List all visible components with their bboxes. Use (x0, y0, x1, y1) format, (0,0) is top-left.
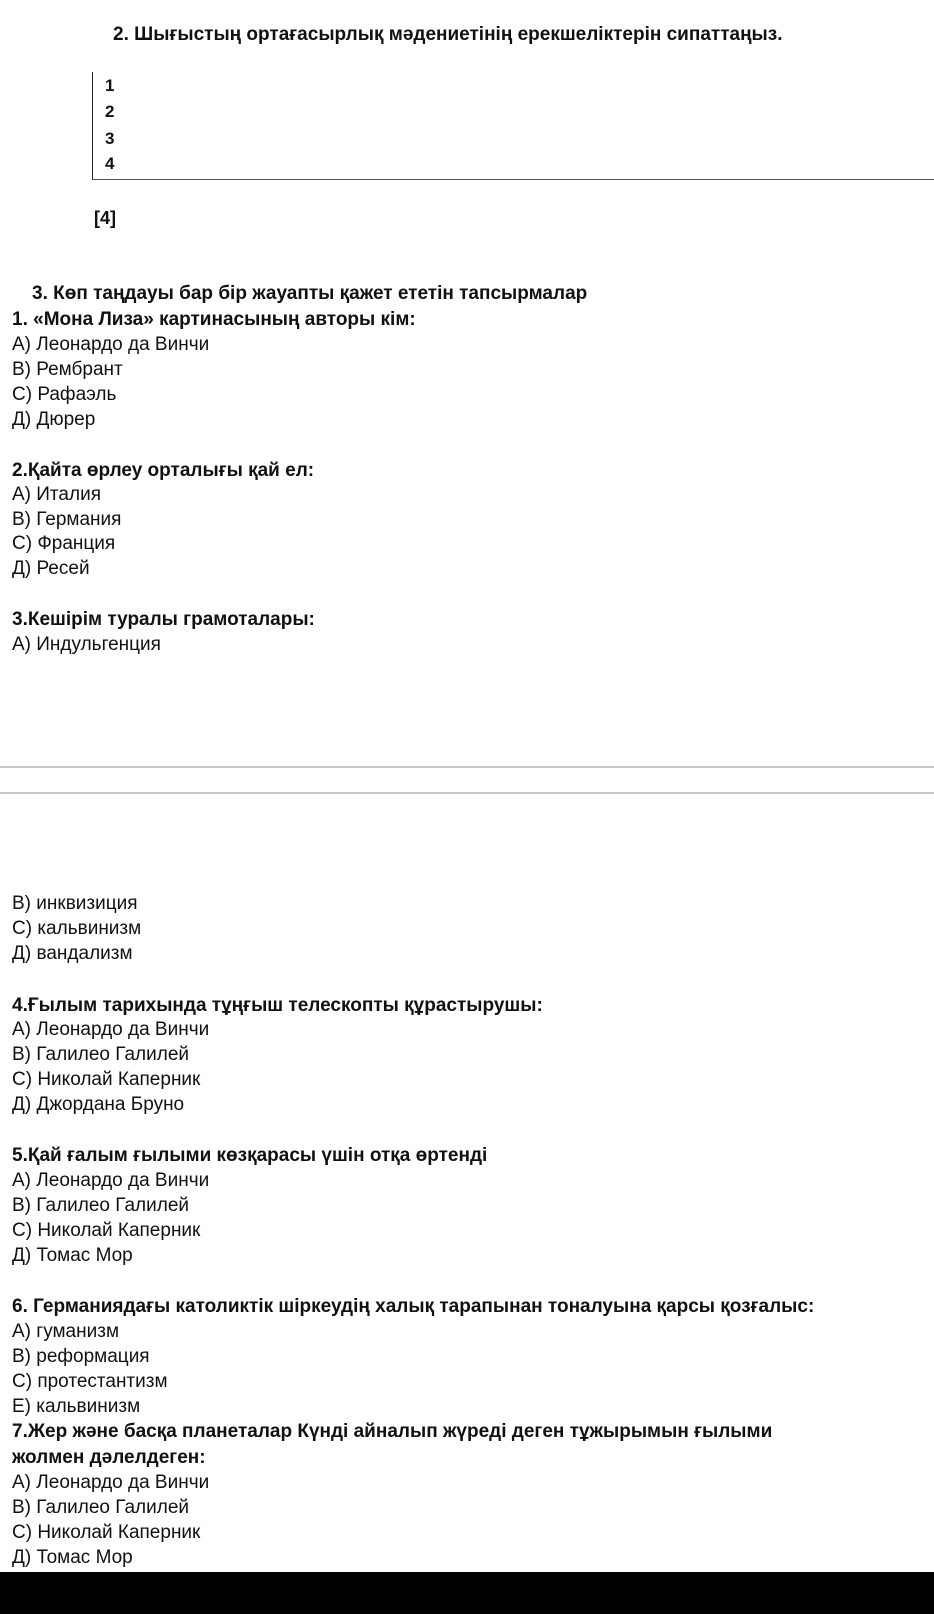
section-3-heading: 3. Көп таңдауы бар бір жауапты қажет ететін тапсырмалар (32, 283, 588, 304)
answer-table (92, 72, 934, 180)
page-break-gap (0, 766, 934, 794)
mc-question-2: 2.Қайта өрлеу орталығы қай ел: (12, 460, 315, 481)
mc-question-7-line-1: 7.Жер және басқа планеталар Күнді айналып жүреді деген тұжырымын ғылыми (12, 1421, 773, 1442)
mc-question-1-option-a: А) Леонардо да Винчи (12, 334, 210, 355)
answer-row-3: 3 (105, 129, 115, 148)
mc-question-7-option-b: В) Галилео Галилей (12, 1497, 190, 1518)
mc-question-6-option-e: Е) кальвинизм (12, 1396, 141, 1417)
mc-question-2-option-c: С) Франция (12, 533, 116, 554)
mc-question-5: 5.Қай ғалым ғылыми көзқарасы үшін отқа өртенді (12, 1145, 488, 1166)
mc-question-6-option-c: С) протестантизм (12, 1371, 168, 1392)
mc-question-1-option-c: С) Рафаэль (12, 384, 117, 405)
mc-question-4-option-d: Д) Джордана Бруно (12, 1094, 185, 1115)
mc-question-3: 3.Кешірім туралы грамоталары: (12, 609, 315, 630)
mc-question-3-option-b: В) инквизиция (12, 893, 138, 914)
answer-row-2: 2 (105, 102, 115, 121)
mc-question-6-option-b: В) реформация (12, 1346, 150, 1367)
mc-question-7-option-d: Д) Томас Мор (12, 1547, 133, 1568)
mc-question-1-option-d: Д) Дюрер (12, 409, 96, 430)
marks-label: [4] (94, 208, 116, 228)
mc-question-5-option-b: В) Галилео Галилей (12, 1195, 190, 1216)
answer-row-1: 1 (105, 76, 115, 95)
mc-question-2-option-a: А) Италия (12, 484, 101, 505)
mc-question-7-line-2: жолмен дәлелдеген: (12, 1447, 206, 1468)
bottom-black-bar (0, 1572, 934, 1614)
mc-question-4: 4.Ғылым тарихында тұңғыш телескопты құрастырушы: (12, 995, 543, 1016)
answer-row-4: 4 (105, 154, 115, 173)
mc-question-6-option-a: А) гуманизм (12, 1321, 120, 1342)
mc-question-7-option-a: А) Леонардо да Винчи (12, 1472, 210, 1493)
mc-question-3-option-d: Д) вандализм (12, 943, 133, 964)
mc-question-4-option-c: С) Николай Каперник (12, 1069, 201, 1090)
mc-question-3-option-c: С) кальвинизм (12, 918, 142, 939)
mc-question-4-option-b: В) Галилео Галилей (12, 1044, 190, 1065)
mc-question-5-option-d: Д) Томас Мор (12, 1245, 133, 1266)
mc-question-5-option-a: А) Леонардо да Винчи (12, 1170, 210, 1191)
mc-question-6: 6. Германиядағы католиктік шіркеудің халық тарапынан тоналуына қарсы қозғалыс: (12, 1296, 815, 1317)
mc-question-5-option-c: С) Николай Каперник (12, 1220, 201, 1241)
mc-question-1: 1. «Мона Лиза» картинасының авторы кім: (12, 309, 416, 330)
mc-question-7-option-c: С) Николай Каперник (12, 1522, 201, 1543)
mc-question-1-option-b: В) Рембрант (12, 359, 123, 380)
question-2-title: 2. Шығыстың ортағасырлық мәдениетінің ерекшеліктерін сипаттаңыз. (113, 24, 783, 45)
mc-question-3-option-a: А) Индульгенция (12, 634, 161, 655)
mc-question-2-option-b: В) Германия (12, 509, 122, 530)
mc-question-4-option-a: А) Леонардо да Винчи (12, 1019, 210, 1040)
mc-question-2-option-d: Д) Ресей (12, 558, 90, 579)
